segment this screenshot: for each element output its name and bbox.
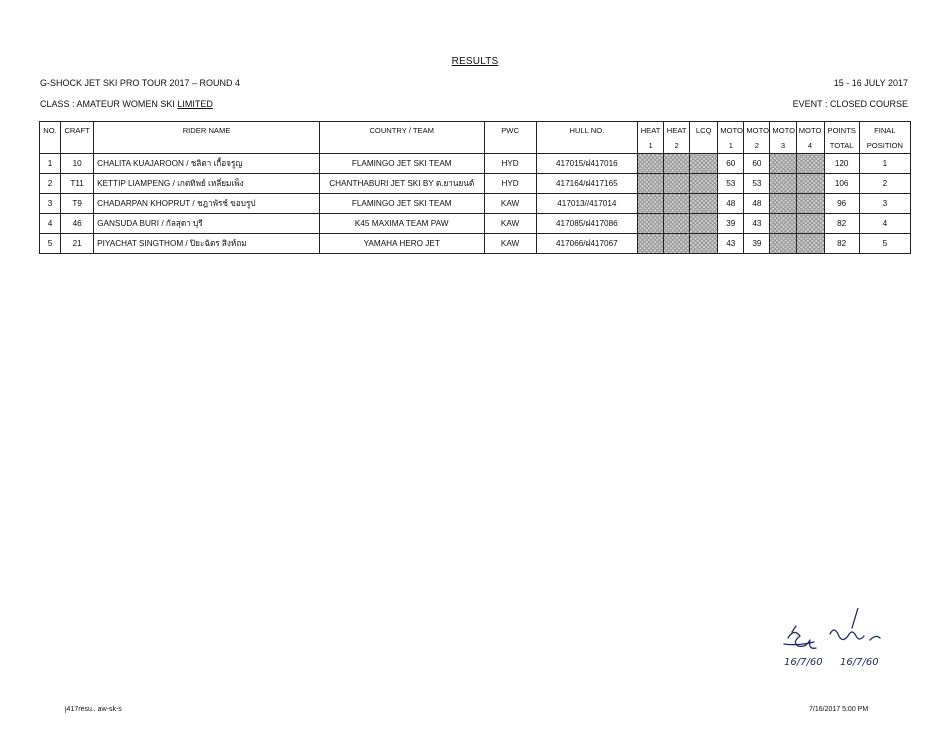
col-sub-craft: [61, 138, 94, 154]
col-sub-final: POSITION: [859, 138, 910, 154]
signature-date-right: 16/7/60: [840, 657, 879, 668]
footer-filename: j417resu.. aw-sk-s: [65, 706, 122, 713]
cell-position: 3: [859, 194, 910, 214]
cell-team: FLAMINGO JET SKI TEAM: [319, 154, 484, 174]
cell-moto2: 60: [744, 154, 770, 174]
table-row: [40, 194, 911, 214]
col-sub-no: [40, 138, 61, 154]
col-header-hull: HULL NO.: [536, 122, 637, 139]
cell-position: 4: [859, 214, 910, 234]
cell-heat1: [638, 194, 664, 214]
cell-position: 5: [859, 234, 910, 254]
col-header-pwc: PWC: [484, 122, 536, 139]
col-header-heat2: HEAT: [664, 122, 690, 139]
cell-hull: 417013//417014: [536, 194, 637, 214]
class-limited: LIMITED: [177, 99, 213, 109]
cell-pwc: KAW: [484, 194, 536, 214]
cell-hull: 417015/ฝ417016: [536, 154, 637, 174]
col-header-moto2: MOTO: [744, 122, 770, 139]
cell-heat2: [664, 214, 690, 234]
col-sub-heat2: 2: [664, 138, 690, 154]
cell-rider: CHALITA KUAJAROON / ชลิตา เกื้อจรูญ: [94, 154, 320, 174]
cell-lcq: [690, 234, 718, 254]
cell-heat1: [638, 234, 664, 254]
cell-heat2: [664, 194, 690, 214]
table-row: [40, 174, 911, 194]
cell-craft: 46: [61, 214, 94, 234]
col-sub-team: [319, 138, 484, 154]
table-row: [40, 234, 911, 254]
signature-date-left: 16/7/60: [784, 657, 823, 668]
cell-pwc: KAW: [484, 214, 536, 234]
col-header-lcq: LCQ: [690, 122, 718, 139]
col-header-final: FINAL: [859, 122, 910, 139]
handwritten-signature: [770, 608, 900, 680]
cell-moto2: 39: [744, 234, 770, 254]
cell-moto3: [770, 194, 796, 214]
cell-hull: 417066/ฝ417067: [536, 234, 637, 254]
col-sub-hull: [536, 138, 637, 154]
page-title: RESULTS: [451, 56, 499, 67]
cell-pwc: KAW: [484, 234, 536, 254]
col-sub-moto3: 3: [770, 138, 796, 154]
cell-team: K45 MAXIMA TEAM PAW: [319, 214, 484, 234]
col-sub-moto4: 4: [796, 138, 824, 154]
col-header-points: POINTS: [824, 122, 859, 139]
cell-points: 82: [824, 214, 859, 234]
cell-moto2: 48: [744, 194, 770, 214]
cell-no: 2: [40, 174, 61, 194]
col-sub-points: TOTAL: [824, 138, 859, 154]
col-header-no: NO.: [40, 122, 61, 139]
col-header-moto1: MOTO: [718, 122, 744, 139]
cell-moto4: [796, 234, 824, 254]
class-prefix: CLASS : AMATEUR WOMEN SKI: [40, 99, 178, 109]
table-row: [40, 214, 911, 234]
cell-moto3: [770, 154, 796, 174]
col-sub-moto1: 1: [718, 138, 744, 154]
col-header-craft: CRAFT: [61, 122, 94, 139]
cell-moto1: 39: [718, 214, 744, 234]
col-sub-heat1: 1: [638, 138, 664, 154]
cell-position: 2: [859, 174, 910, 194]
class-label: [40, 99, 213, 109]
cell-hull: 417085/ฝ417086: [536, 214, 637, 234]
cell-moto1: 60: [718, 154, 744, 174]
cell-moto1: 53: [718, 174, 744, 194]
cell-team: CHANTHABURI JET SKI BY ต.ยานยนต์: [319, 174, 484, 194]
col-sub-rider: [94, 138, 320, 154]
col-header-rider: RIDER NAME: [94, 122, 320, 139]
cell-no: 4: [40, 214, 61, 234]
cell-rider: KETTIP LIAMPENG / เกตทิพย์ เหลี่ยมเพ็ง: [94, 174, 320, 194]
event-name: G-SHOCK JET SKI PRO TOUR 2017 – ROUND 4: [40, 78, 241, 88]
table-row: [40, 154, 911, 174]
cell-team: FLAMINGO JET SKI TEAM: [319, 194, 484, 214]
cell-craft: T9: [61, 194, 94, 214]
cell-lcq: [690, 214, 718, 234]
cell-position: 1: [859, 154, 910, 174]
header-row-2: [40, 138, 911, 154]
cell-moto4: [796, 174, 824, 194]
cell-moto3: [770, 234, 796, 254]
cell-heat2: [664, 154, 690, 174]
cell-craft: T11: [61, 174, 94, 194]
col-header-team: COUNTRY / TEAM: [319, 122, 484, 139]
cell-no: 3: [40, 194, 61, 214]
cell-rider: CHADARPAN KHOPRUT / ชฎาพัรช์ ขอบรูป: [94, 194, 320, 214]
cell-points: 120: [824, 154, 859, 174]
cell-heat1: [638, 214, 664, 234]
cell-no: 5: [40, 234, 61, 254]
cell-pwc: HYD: [484, 174, 536, 194]
cell-team: YAMAHA HERO JET: [319, 234, 484, 254]
cell-no: 1: [40, 154, 61, 174]
cell-rider: GANSUDA BURI / กัลสุดา บุรี: [94, 214, 320, 234]
cell-hull: 417164/ฝ417165: [536, 174, 637, 194]
cell-moto3: [770, 174, 796, 194]
footer-timestamp: 7/16/2017 5:00 PM: [809, 706, 869, 713]
cell-points: 96: [824, 194, 859, 214]
cell-moto4: [796, 194, 824, 214]
cell-lcq: [690, 154, 718, 174]
cell-moto2: 43: [744, 214, 770, 234]
cell-points: 82: [824, 234, 859, 254]
cell-heat2: [664, 234, 690, 254]
cell-moto1: 43: [718, 234, 744, 254]
cell-lcq: [690, 174, 718, 194]
class-header-line: [40, 99, 910, 109]
cell-lcq: [690, 194, 718, 214]
event-date: 15 - 16 JULY 2017: [833, 78, 908, 88]
cell-heat1: [638, 154, 664, 174]
cell-craft: 21: [61, 234, 94, 254]
cell-heat2: [664, 174, 690, 194]
col-header-heat1: HEAT: [638, 122, 664, 139]
cell-pwc: HYD: [484, 154, 536, 174]
event-header-line: [40, 78, 910, 88]
cell-moto4: [796, 154, 824, 174]
col-sub-pwc: [484, 138, 536, 154]
col-sub-moto2: 2: [744, 138, 770, 154]
results-table: [39, 121, 911, 254]
event-type: EVENT : CLOSED COURSE: [792, 99, 908, 109]
col-sub-lcq: [690, 138, 718, 154]
col-header-moto4: MOTO: [796, 122, 824, 139]
header-row-1: [40, 122, 911, 139]
cell-moto4: [796, 214, 824, 234]
col-header-moto3: MOTO: [770, 122, 796, 139]
cell-moto2: 53: [744, 174, 770, 194]
cell-heat1: [638, 174, 664, 194]
cell-rider: PIYACHAT SINGTHOM / ปิยะฉัตร สิงห์ถม: [94, 234, 320, 254]
cell-moto1: 48: [718, 194, 744, 214]
cell-points: 106: [824, 174, 859, 194]
cell-craft: 10: [61, 154, 94, 174]
cell-moto3: [770, 214, 796, 234]
